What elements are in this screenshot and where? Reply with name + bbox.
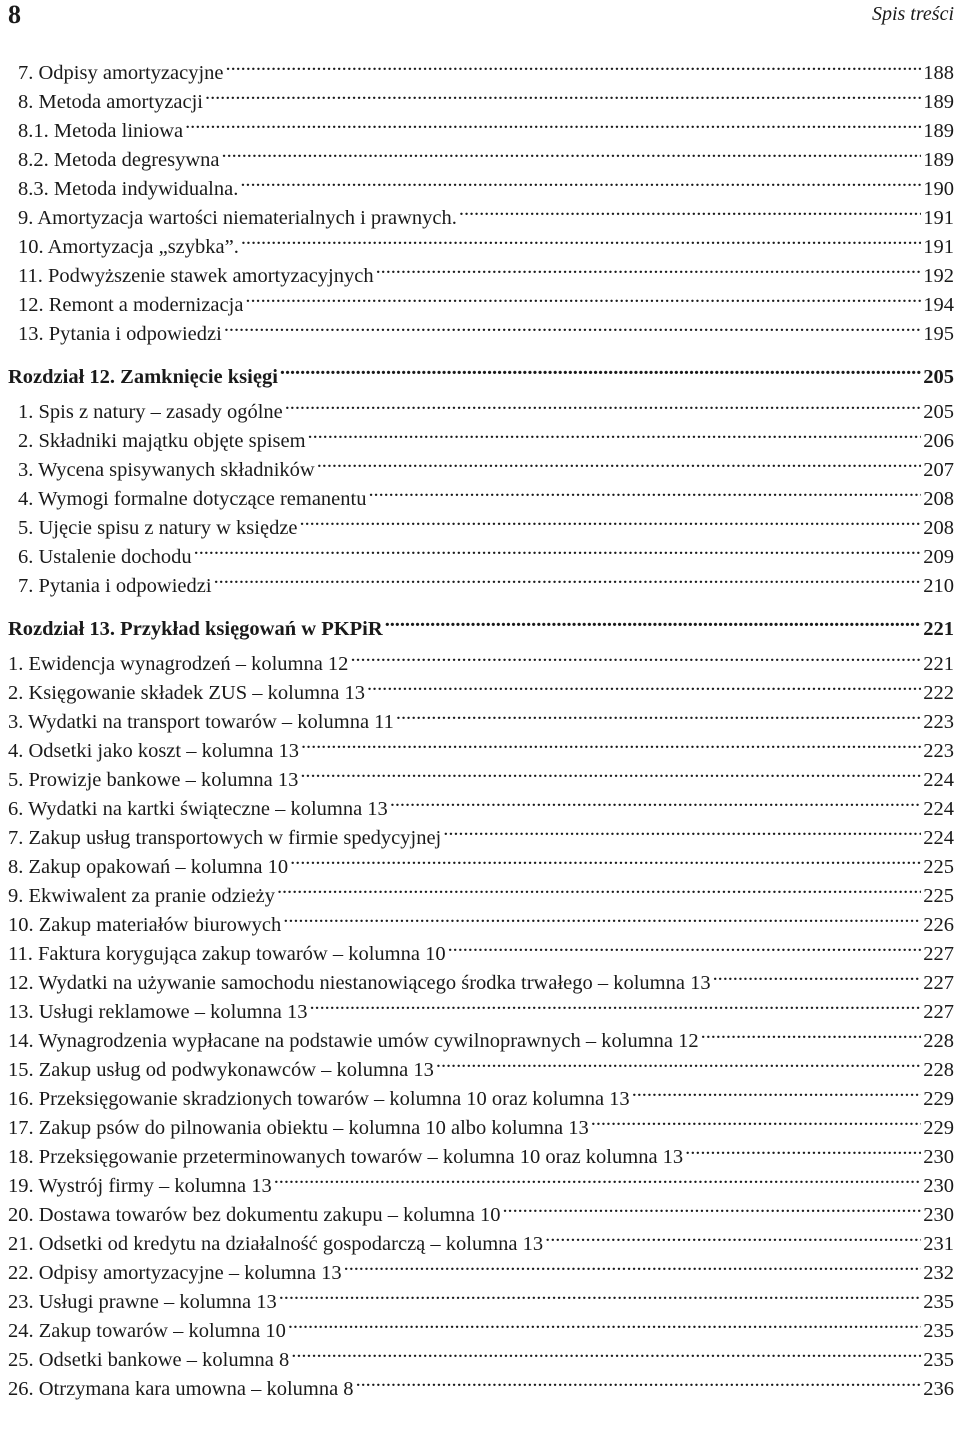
dot-leader	[288, 1316, 921, 1337]
dot-leader	[376, 261, 922, 282]
dot-leader	[291, 1345, 921, 1366]
toc-entry	[8, 1055, 954, 1084]
toc-entry-title: 10. Zakup materiałów biurowych	[8, 913, 282, 936]
dot-leader	[436, 1055, 921, 1076]
dot-leader	[214, 571, 922, 592]
toc-entry-title: 9. Ekwiwalent za pranie odzieży	[8, 884, 275, 907]
toc-entry	[8, 1374, 954, 1403]
dot-leader	[545, 1229, 921, 1250]
dot-leader	[300, 513, 922, 534]
dot-leader	[185, 116, 921, 137]
toc-entry	[8, 1258, 954, 1287]
dot-leader	[344, 1258, 922, 1279]
toc-entry	[8, 881, 954, 910]
toc-entry	[8, 1142, 954, 1171]
dot-leader	[241, 232, 921, 253]
dot-leader	[390, 794, 921, 815]
table-of-contents	[8, 58, 954, 1417]
toc-entry	[8, 145, 954, 174]
toc-entry	[8, 1171, 954, 1200]
toc-entry	[8, 765, 954, 794]
toc-entry-page: 206	[923, 429, 954, 452]
toc-entry-title: 20. Dostawa towarów bez dokumentu zakupu – kolumna 10	[8, 1203, 501, 1226]
toc-entry-title: 26. Otrzymana kara umowna – kolumna 8	[8, 1377, 354, 1400]
toc-entry-title: 24. Zakup towarów – kolumna 10	[8, 1319, 286, 1342]
toc-entry-title: 7. Pytania i odpowiedzi	[18, 574, 212, 597]
toc-entry-title: 25. Odsetki bankowe – kolumna 8	[8, 1348, 290, 1371]
toc-entry	[8, 290, 954, 319]
toc-entry-title: 21. Odsetki od kredytu na działalność gospodarczą – kolumna 13	[8, 1232, 544, 1255]
toc-entry	[8, 1229, 954, 1258]
toc-entry-page: 224	[923, 826, 954, 849]
toc-entry-title: 7. Zakup usług transportowych w firmie spedycyjnej	[8, 826, 442, 849]
toc-entry-page: 231	[923, 1232, 954, 1255]
toc-entry	[8, 571, 954, 600]
toc-entry	[8, 1345, 954, 1374]
toc-entry-title: 1. Spis z natury – zasady ogólne	[18, 400, 283, 423]
toc-entry-title: 16. Przeksięgowanie skradzionych towarów – kolumna 10 oraz kolumna 13	[8, 1087, 630, 1110]
dot-leader	[368, 484, 921, 505]
toc-entry-page: 190	[923, 177, 954, 200]
toc-entry-page: 227	[923, 1000, 954, 1023]
toc-entry-page: 226	[923, 913, 954, 936]
toc-entry-title: 6. Wydatki na kartki świąteczne – kolumna 13	[8, 797, 388, 820]
toc-entry-title: 2. Księgowanie składek ZUS – kolumna 13	[8, 681, 365, 704]
dot-leader	[685, 1142, 921, 1163]
toc-entry	[8, 1113, 954, 1142]
toc-entry-title: 11. Faktura korygująca zakup towarów – kolumna 10	[8, 942, 446, 965]
dot-leader	[502, 1200, 921, 1221]
toc-entry	[8, 939, 954, 968]
dot-leader	[277, 881, 921, 902]
toc-entry-page: 224	[923, 768, 954, 791]
toc-entry-page: 223	[923, 739, 954, 762]
toc-entry-title: 1. Ewidencja wynagrodzeń – kolumna 12	[8, 652, 349, 675]
toc-entry	[8, 678, 954, 707]
toc-entry-title: 10. Amortyzacja „szybka”.	[18, 235, 239, 258]
toc-entry-page: 191	[923, 235, 954, 258]
toc-entry-title: 17. Zakup psów do pilnowania obiektu – kolumna 10 albo kolumna 13	[8, 1116, 589, 1139]
chapter-heading	[8, 614, 954, 643]
toc-entry-title: 4. Wymogi formalne dotyczące remanentu	[18, 487, 367, 510]
toc-entry	[8, 823, 954, 852]
toc-entry	[8, 997, 954, 1026]
toc-entry-title: 18. Przeksięgowanie przeterminowanych towarów – kolumna 10 oraz kolumna 13	[8, 1145, 684, 1168]
toc-entry-page: 235	[923, 1290, 954, 1313]
toc-entry-title: 22. Odpisy amortyzacyjne – kolumna 13	[8, 1261, 342, 1284]
dot-leader	[713, 968, 922, 989]
dot-leader	[591, 1113, 921, 1134]
toc-entry	[8, 87, 954, 116]
toc-entry-page: 205	[923, 365, 954, 388]
toc-entry	[8, 794, 954, 823]
toc-entry-page: 235	[923, 1319, 954, 1342]
toc-entry-page: 223	[923, 710, 954, 733]
chapter-row	[8, 362, 954, 391]
dot-leader	[226, 58, 922, 79]
toc-entry-page: 228	[923, 1029, 954, 1052]
toc-entry-page: 194	[923, 293, 954, 316]
toc-entry-title: 5. Ujęcie spisu z natury w księdze	[18, 516, 298, 539]
toc-entry	[8, 455, 954, 484]
toc-entry	[8, 707, 954, 736]
toc-entry	[8, 1287, 954, 1316]
dot-leader	[205, 87, 921, 108]
toc-entry-title: 8.1. Metoda liniowa	[18, 119, 184, 142]
toc-entry-page: 189	[923, 90, 954, 113]
page-number: 8	[8, 0, 21, 29]
toc-entry	[8, 261, 954, 290]
toc-entry-title: 8.2. Metoda degresywna	[18, 148, 220, 171]
toc-section	[8, 58, 954, 348]
toc-entry-page: 230	[923, 1203, 954, 1226]
toc-entry-page: 209	[923, 545, 954, 568]
toc-entry-title: 8. Zakup opakowań – kolumna 10	[8, 855, 289, 878]
toc-entry-page: 232	[923, 1261, 954, 1284]
toc-section	[8, 362, 954, 600]
toc-entry-title: 12. Remont a modernizacja	[18, 293, 244, 316]
toc-entry-page: 229	[923, 1116, 954, 1139]
toc-entry-title: Rozdział 12. Zamknięcie księgi	[8, 365, 278, 388]
toc-entry-title: 3. Wydatki na transport towarów – kolumna 11	[8, 710, 394, 733]
toc-entry	[8, 174, 954, 203]
toc-entry-page: 227	[923, 942, 954, 965]
toc-entry-page: 229	[923, 1087, 954, 1110]
toc-entry	[8, 397, 954, 426]
dot-leader	[194, 542, 922, 563]
toc-entry	[8, 736, 954, 765]
dot-leader	[443, 823, 921, 844]
toc-entry	[8, 1316, 954, 1345]
dot-leader	[309, 997, 921, 1018]
dot-leader	[290, 852, 921, 873]
toc-entry	[8, 484, 954, 513]
toc-entry-page: 188	[923, 61, 954, 84]
dot-leader	[396, 707, 921, 728]
running-title: Spis treści	[871, 3, 954, 25]
dot-leader	[308, 426, 922, 447]
toc-section	[8, 614, 954, 1403]
toc-entry-page: 221	[923, 652, 954, 675]
toc-entry	[8, 232, 954, 261]
dot-leader	[300, 765, 921, 786]
toc-entry	[8, 319, 954, 348]
dot-leader	[285, 397, 922, 418]
dot-leader	[356, 1374, 922, 1395]
toc-entry	[8, 58, 954, 87]
toc-entry	[8, 116, 954, 145]
toc-entry-page: 235	[923, 1348, 954, 1371]
toc-entry-page: 192	[923, 264, 954, 287]
toc-entry-title: 9. Amortyzacja wartości niematerialnych i prawnych.	[18, 206, 457, 229]
toc-entry-title: 7. Odpisy amortyzacyjne	[18, 61, 224, 84]
toc-entry	[8, 1200, 954, 1229]
toc-entry-page: 230	[923, 1174, 954, 1197]
dot-leader	[283, 910, 921, 931]
toc-entry-page: 207	[923, 458, 954, 481]
toc-entry-title: Rozdział 13. Przykład księgowań w PKPiR	[8, 617, 383, 640]
toc-entry-page: 224	[923, 797, 954, 820]
toc-entry-title: 11. Podwyższenie stawek amortyzacyjnych	[18, 264, 374, 287]
toc-entry-title: 6. Ustalenie dochodu	[18, 545, 192, 568]
dot-leader	[367, 678, 921, 699]
dot-leader	[350, 649, 921, 670]
toc-entry-title: 5. Prowizje bankowe – kolumna 13	[8, 768, 299, 791]
toc-entry-title: 8.3. Metoda indywidualna.	[18, 177, 239, 200]
toc-entry-page: 225	[923, 855, 954, 878]
toc-entry-title: 12. Wydatki na używanie samochodu niestanowiącego środka trwałego – kolumna 13	[8, 971, 711, 994]
toc-entry-page: 228	[923, 1058, 954, 1081]
toc-entry	[8, 968, 954, 997]
toc-entry-title: 15. Zakup usług od podwykonawców – kolumna 13	[8, 1058, 434, 1081]
dot-leader	[224, 319, 921, 340]
toc-entry-page: 230	[923, 1145, 954, 1168]
toc-entry	[8, 513, 954, 542]
toc-entry-title: 3. Wycena spisywanych składników	[18, 458, 315, 481]
dot-leader	[274, 1171, 922, 1192]
toc-entry-title: 4. Odsetki jako koszt – kolumna 13	[8, 739, 299, 762]
toc-entry-title: 13. Usługi reklamowe – kolumna 13	[8, 1000, 308, 1023]
dot-leader	[279, 1287, 922, 1308]
toc-entry-page: 189	[923, 119, 954, 142]
toc-entry	[8, 542, 954, 571]
toc-entry-page: 208	[923, 516, 954, 539]
toc-entry	[8, 649, 954, 678]
toc-entry-title: 14. Wynagrodzenia wypłacane na podstawie umów cywilnoprawnych – kolumna 12	[8, 1029, 699, 1052]
toc-entry-page: 195	[923, 322, 954, 345]
dot-leader	[701, 1026, 922, 1047]
dot-leader	[385, 614, 922, 635]
toc-entry-page: 205	[923, 400, 954, 423]
chapter-heading	[8, 362, 954, 391]
dot-leader	[317, 455, 922, 476]
dot-leader	[632, 1084, 922, 1105]
toc-entry-page: 221	[923, 617, 954, 640]
toc-entry	[8, 426, 954, 455]
toc-entry-title: 2. Składniki majątku objęte spisem	[18, 429, 306, 452]
toc-entry-page: 227	[923, 971, 954, 994]
toc-entry-page: 222	[923, 681, 954, 704]
toc-entry-page: 225	[923, 884, 954, 907]
toc-entry	[8, 910, 954, 939]
toc-entry-title: 23. Usługi prawne – kolumna 13	[8, 1290, 277, 1313]
toc-entry-page: 236	[923, 1377, 954, 1400]
dot-leader	[245, 290, 921, 311]
toc-entry	[8, 1084, 954, 1113]
toc-entry-page: 208	[923, 487, 954, 510]
toc-entry-page: 191	[923, 206, 954, 229]
toc-entry-title: 19. Wystrój firmy – kolumna 13	[8, 1174, 272, 1197]
toc-entry	[8, 203, 954, 232]
dot-leader	[240, 174, 921, 195]
toc-entry-title: 13. Pytania i odpowiedzi	[18, 322, 222, 345]
dot-leader	[222, 145, 922, 166]
toc-entry	[8, 852, 954, 881]
dot-leader	[280, 362, 921, 383]
dot-leader	[459, 203, 921, 224]
toc-entry-title: 8. Metoda amortyzacji	[18, 90, 204, 113]
toc-entry-page: 189	[923, 148, 954, 171]
dot-leader	[448, 939, 922, 960]
chapter-row	[8, 614, 954, 643]
toc-entry	[8, 1026, 954, 1055]
dot-leader	[301, 736, 921, 757]
toc-entry-page: 210	[923, 574, 954, 597]
